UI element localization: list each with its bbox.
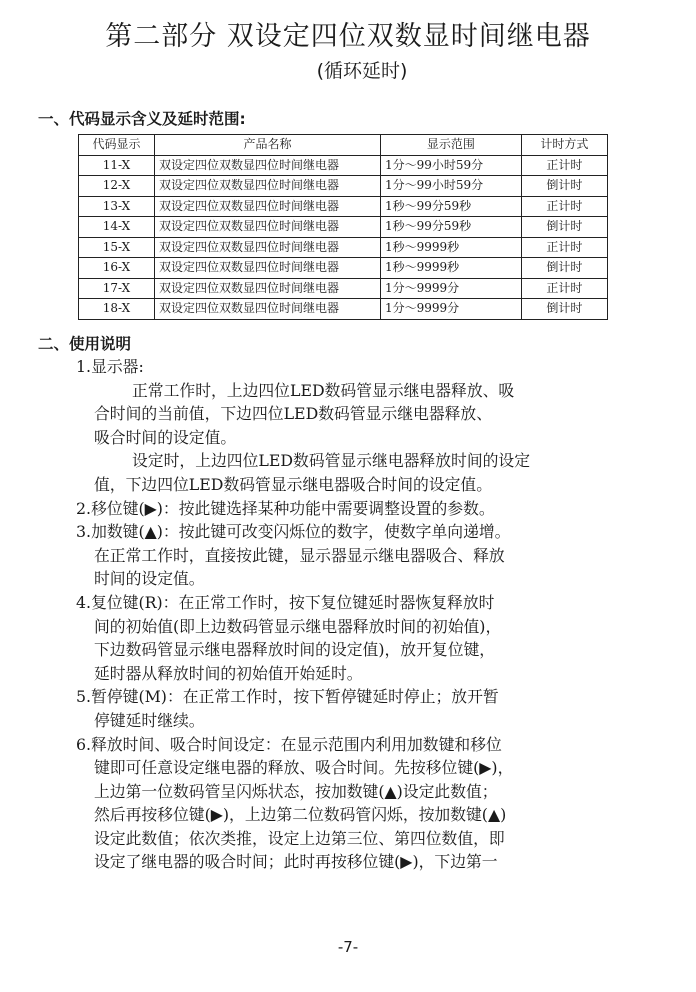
timing-mode-cell: 正计时 (521, 196, 607, 217)
instruction-text: 吸合时间的设定值。 (94, 427, 237, 447)
instruction-item: 4.复位键(R)：在正常工作时，按下复位键延时器恢复释放时 (76, 592, 495, 612)
timing-mode-cell: 正计时 (521, 155, 607, 176)
section-heading-usage: 二、使用说明 (38, 335, 132, 353)
product-name-cell: 双设定四位双数显四位时间继电器 (155, 217, 381, 238)
instruction-item: 6.释放时间、吸合时间设定：在显示范围内利用加数键和移位 (76, 734, 502, 754)
code-cell: 18-X (79, 299, 155, 320)
display-range-cell: 1分～99小时59分 (380, 176, 521, 197)
timing-mode-cell: 倒计时 (521, 217, 607, 238)
display-range-cell: 1分～9999分 (380, 299, 521, 320)
display-range-cell: 1分～9999分 (380, 278, 521, 299)
table-row (79, 237, 608, 258)
code-table (78, 134, 608, 320)
instruction-text: 键即可任意设定继电器的释放、吸合时间。先按移位键(▶)， (94, 758, 514, 778)
instruction-text: 下边数码管显示继电器释放时间的设定值)，放开复位键， (94, 640, 496, 660)
table-row (79, 217, 608, 238)
timing-mode-cell: 倒计时 (521, 258, 607, 279)
page-subtitle: (循环延时) (316, 60, 408, 82)
instruction-text: 然后再按移位键(▶)，上边第二位数码管闪烁，按加数键(▲) (94, 805, 507, 825)
display-range-cell: 1秒～9999秒 (380, 258, 521, 279)
instruction-item: 3.加数键(▲)：按此键可改变闪烁位的数字，使数字单向递增。 (76, 522, 511, 542)
code-cell: 16-X (79, 258, 155, 279)
table-body (79, 155, 608, 319)
timing-mode-cell: 倒计时 (521, 176, 607, 197)
timing-mode-cell: 正计时 (521, 278, 607, 299)
code-cell: 15-X (79, 237, 155, 258)
table-row (79, 196, 608, 217)
product-name-cell: 双设定四位双数显四位时间继电器 (155, 176, 381, 197)
instruction-text: 延时器从释放时间的初始值开始延时。 (94, 663, 363, 683)
table-row (79, 258, 608, 279)
code-cell: 11-X (79, 155, 155, 176)
section-heading-codes: 一、代码显示含义及延时范围: (38, 110, 246, 128)
product-name-cell: 双设定四位双数显四位时间继电器 (155, 237, 381, 258)
instruction-text: 设定了继电器的吸合时间；此时再按移位键(▶)，下边第一 (94, 852, 498, 872)
instruction-text: 正常工作时，上边四位LED数码管显示继电器释放、吸 (132, 380, 515, 400)
instruction-text: 上边第一位数码管呈闪烁状态，按加数键(▲)设定此数值； (94, 781, 498, 801)
instruction-text: 值，下边四位LED数码管显示继电器吸合时间的设定值。 (94, 474, 493, 494)
code-cell: 17-X (79, 278, 155, 299)
instruction-text: 停键延时继续。 (94, 710, 205, 730)
instruction-text: 间的初始值(即上边数码管显示继电器释放时间的初始值)， (94, 616, 502, 636)
table-row (79, 176, 608, 197)
instruction-text: 设定时，上边四位LED数码管显示继电器释放时间的设定 (132, 451, 531, 471)
timing-mode-cell: 倒计时 (521, 299, 607, 320)
usage-instructions (76, 355, 624, 874)
column-header: 代码显示 (79, 135, 155, 156)
product-name-cell: 双设定四位双数显四位时间继电器 (155, 299, 381, 320)
code-cell: 12-X (79, 176, 155, 197)
column-header: 产品名称 (155, 135, 381, 156)
product-name-cell: 双设定四位双数显四位时间继电器 (155, 196, 381, 217)
table-header-row (79, 135, 608, 156)
instruction-text: 合时间的当前值，下边四位LED数码管显示继电器释放、 (94, 404, 493, 424)
page-number: -7- (337, 938, 359, 956)
table-row (79, 299, 608, 320)
product-name-cell: 双设定四位双数显四位时间继电器 (155, 258, 381, 279)
display-range-cell: 1分～99小时59分 (380, 155, 521, 176)
code-cell: 13-X (79, 196, 155, 217)
table-row (79, 278, 608, 299)
display-range-cell: 1秒～99分59秒 (380, 196, 521, 217)
display-range-cell: 1秒～9999秒 (380, 237, 521, 258)
product-name-cell: 双设定四位双数显四位时间继电器 (155, 155, 381, 176)
display-range-cell: 1秒～99分59秒 (380, 217, 521, 238)
instruction-text: 设定此数值；依次类推，设定上边第三位、第四位数值，即 (94, 828, 505, 848)
instruction-item: 1.显示器: (76, 357, 144, 376)
timing-mode-cell: 正计时 (521, 237, 607, 258)
instruction-item: 2.移位键(▶)：按此键选择某种功能中需要调整设置的参数。 (76, 498, 495, 518)
instruction-text: 在正常工作时，直接按此键，显示器显示继电器吸合、释放 (94, 545, 505, 565)
instruction-text: 时间的设定值。 (94, 569, 205, 589)
instruction-item: 5.暂停键(M)：在正常工作时，按下暂停键延时停止；放开暂 (76, 687, 499, 707)
column-header: 显示范围 (380, 135, 521, 156)
code-cell: 14-X (79, 217, 155, 238)
page-title: 第二部分 双设定四位双数显时间继电器 (105, 21, 591, 52)
table-row (79, 155, 608, 176)
product-name-cell: 双设定四位双数显四位时间继电器 (155, 278, 381, 299)
column-header: 计时方式 (521, 135, 607, 156)
